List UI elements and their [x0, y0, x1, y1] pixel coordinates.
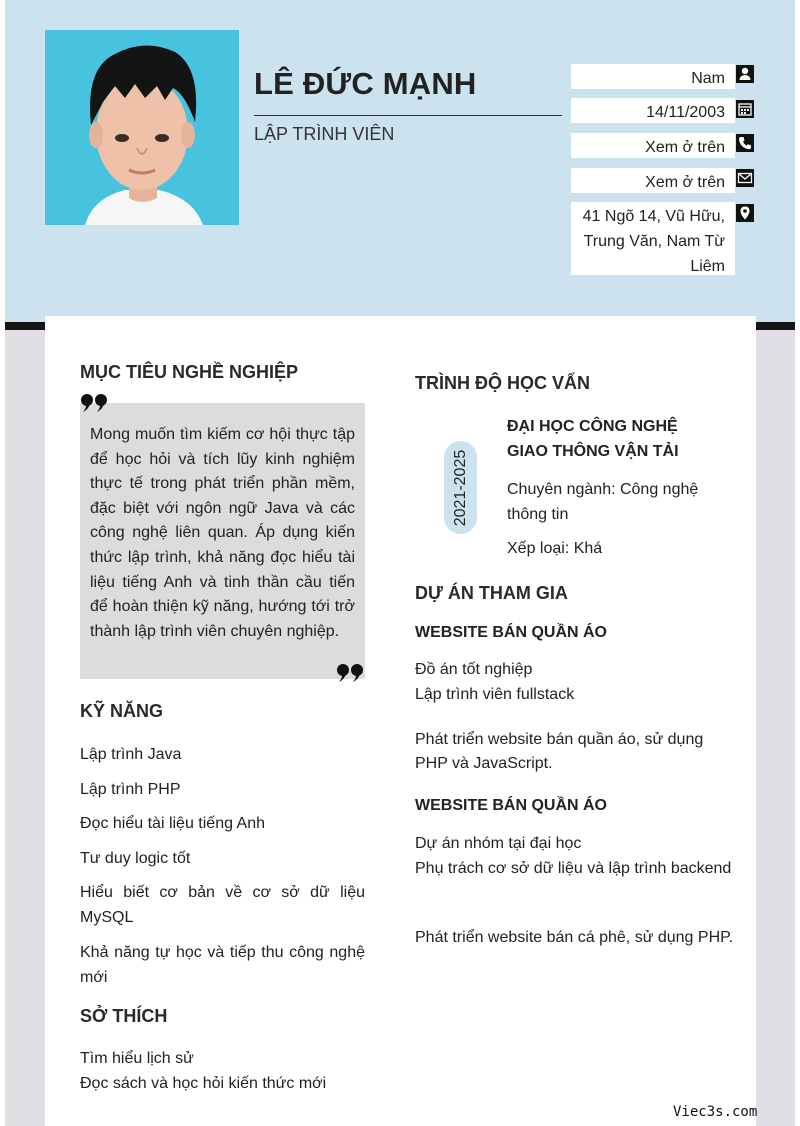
calendar-icon [736, 100, 754, 118]
watermark: Viec3s.com [673, 1104, 758, 1120]
project-name: WEBSITE BÁN QUẦN ÁO [415, 797, 607, 814]
project-description: Phát triển website bán cá phê, sử dụng PHP. [415, 929, 734, 946]
phone-icon [736, 134, 754, 152]
objective-text: Mong muốn tìm kiếm cơ hội thực tập để học hỏi và tích lũy kinh nghiệm thực tế trong phát triển phần mềm, đặc biệt với ngôn ngữ Java và các công nghệ liên quan. Áp dụng kiến thức lập trình, khả năng đọc hiểu tài liệu tiếng Anh và tinh thần cầu tiến để hoàn thiện kỹ năng, hướng tới trở thành lập trình viên chuyên nghiệp. [80, 403, 365, 679]
quote-open-icon [80, 393, 110, 413]
skill-item: Lập trình PHP [80, 780, 181, 798]
skills-list [80, 742, 365, 999]
education-title: TRÌNH ĐỘ HỌC VẤN [415, 373, 590, 393]
project-name: WEBSITE BÁN QUẦN ÁO [415, 624, 607, 641]
person-icon [736, 65, 754, 83]
candidate-name: LÊ ĐỨC MẠNH [254, 66, 477, 101]
envelope-icon [736, 169, 754, 187]
skills-title: KỸ NĂNG [80, 701, 164, 721]
objective-title: MỤC TIÊU NGHỀ NGHIỆP [80, 362, 299, 382]
hobbies-title: SỞ THÍCH [80, 1006, 168, 1026]
skill-item: Khả năng tự học và tiếp thu công nghệ mới [80, 943, 365, 986]
project-description: Phát triển website bán quần áo, sử dụng PHP và JavaScript. [415, 731, 704, 772]
name-underline [254, 115, 562, 116]
skill-item: Lập trình Java [80, 746, 182, 763]
quote-close-icon [336, 663, 366, 683]
education-years: 2021-2025 [451, 449, 469, 526]
education-major: Chuyên ngành: Công nghệ thông tin [507, 481, 699, 523]
project-role: Phụ trách cơ sở dữ liệu và lập trình backend [415, 860, 732, 877]
skill-item: Hiểu biết cơ bản về cơ sở dữ liệu MySQL [80, 884, 365, 926]
contact-birthdate: 14/11/2003 [571, 98, 735, 123]
project-role: Lập trình viên fullstack [415, 686, 575, 703]
project-type: Dự án nhóm tại đại học [415, 835, 582, 852]
location-pin-icon [736, 204, 754, 222]
contact-gender: Nam [571, 64, 735, 89]
hobby-item: Đọc sách và học hỏi kiến thức mới [80, 1075, 327, 1092]
projects-title: DỰ ÁN THAM GIA [415, 583, 568, 603]
hobby-item: Tìm hiểu lịch sử [80, 1050, 194, 1067]
profile-photo [45, 30, 239, 225]
skill-item: Đọc hiểu tài liệu tiếng Anh [80, 815, 266, 832]
contact-address: 41 Ngõ 14, Vũ Hữu, Trung Văn, Nam Từ Liêm [571, 202, 735, 275]
contact-email: Xem ở trên [571, 168, 735, 193]
hobbies-list [80, 1046, 365, 1096]
skill-item: Tư duy logic tốt [80, 849, 191, 867]
project-type: Đồ án tốt nghiệp [415, 661, 533, 678]
candidate-role: LẬP TRÌNH VIÊN [254, 124, 395, 144]
school-name: ĐẠI HỌC CÔNG NGHỆ GIAO THÔNG VẬN TẢI [507, 418, 679, 460]
contact-phone: Xem ở trên [571, 133, 735, 158]
education-grade: Xếp loại: Khá [507, 540, 603, 557]
portrait-photo-icon [45, 30, 239, 225]
